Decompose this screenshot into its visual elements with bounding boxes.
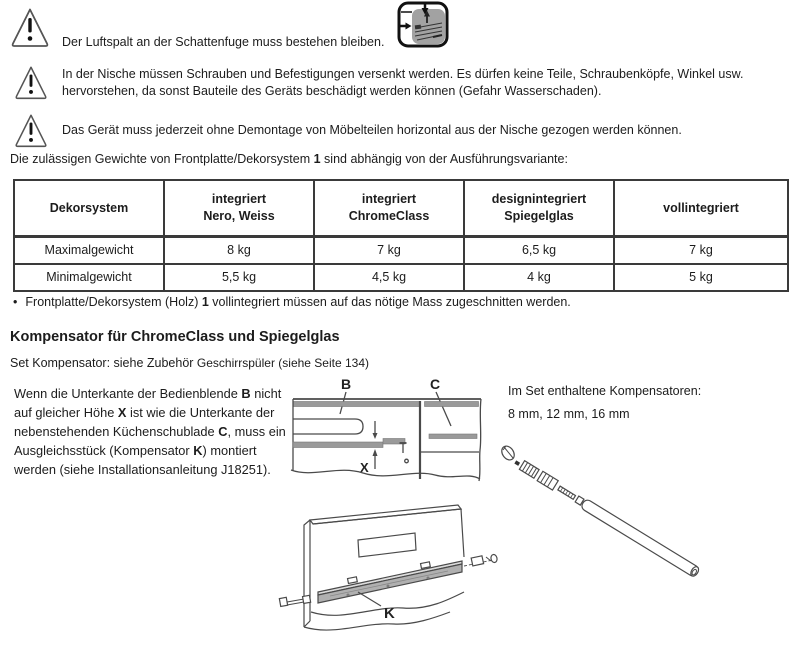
set-kompensator-line xyxy=(10,356,369,370)
figure-label-x: X xyxy=(360,460,369,475)
cell-value: 5 kg xyxy=(614,264,788,291)
row-label: Maximalgewicht xyxy=(14,237,164,265)
cell-value: 8 kg xyxy=(164,237,314,265)
col-header-dekorsystem: Dekorsystem xyxy=(14,180,164,237)
kompensator-paragraph: Wenn die Unterkante der Bedienblende B nicht auf gleicher Höhe X ist wie die Unterkante der nebenstehenden Küchenschublade C, muss ein Ausgleichsstück (Kompensator K) montiert werden (siehe Installationsanleitung J18251). xyxy=(14,386,286,477)
warning-triangle-icon xyxy=(14,112,48,153)
table-row xyxy=(14,237,788,265)
col-header-vollintegriert: vollintegriert xyxy=(614,180,788,237)
warning-triangle-icon xyxy=(14,64,48,105)
cell-value: 6,5 kg xyxy=(464,237,614,265)
intro-line xyxy=(10,152,568,166)
warning-1-text: Der Luftspalt an der Schattenfuge muss bestehen bleiben. xyxy=(62,35,385,49)
figure-label-k: K xyxy=(384,605,395,622)
cross-section-figure xyxy=(283,375,498,503)
figure-label-c: C xyxy=(430,376,441,392)
weights-table xyxy=(13,179,789,292)
bullet-marker: • xyxy=(13,295,18,309)
row-label: Minimalgewicht xyxy=(14,264,164,291)
panel-with-kompensator-figure xyxy=(278,500,513,653)
set-line-text: Set Kompensator: siehe Zubehör xyxy=(10,356,197,370)
set-contents-label: Im Set enthaltene Kompensatoren: xyxy=(508,384,702,398)
intro-text: Die zulässigen Gewichte von Frontplatte/Dekorsystem xyxy=(10,152,314,166)
set-contents-sizes: 8 mm, 12 mm, 16 mm xyxy=(508,407,630,421)
shadow-gap-pictogram-icon xyxy=(397,1,449,51)
warning-2-text: In der Nische müssen Schrauben und Befestigungen versenkt werden. Es dürfen keine Teile, Schraubenköpfe, Winkel usw. hervorstehen, da sonst Bauteile des Geräts beschädigt werden können (Gefahr Wasserschaden). xyxy=(62,67,744,98)
intro-ref: 1 xyxy=(313,152,321,166)
bullet-text: Frontplatte/Dekorsystem (Holz) 1 vollintegriert müssen auf das nötige Mass zugeschnitten werden. xyxy=(25,295,571,309)
warning-3-text: Das Gerät muss jederzeit ohne Demontage von Möbelteilen horizontal aus der Nische gezogen werden können. xyxy=(62,123,682,137)
table-header-row xyxy=(14,180,788,237)
bullet-line xyxy=(13,295,571,309)
cell-value: 7 kg xyxy=(314,237,464,265)
section-heading: Kompensator für ChromeClass und Spiegelglas xyxy=(10,329,340,345)
col-header-integriert-nero: integriert Nero, Weiss xyxy=(164,180,314,237)
cell-value: 4 kg xyxy=(464,264,614,291)
figure-label-b: B xyxy=(341,376,352,392)
warning-triangle-icon xyxy=(10,6,50,53)
intro-text: sind abhängig von der Ausführungsvariante: xyxy=(320,152,568,166)
compensator-exploded-figure xyxy=(495,436,720,584)
cell-value: 7 kg xyxy=(614,237,788,265)
table-row xyxy=(14,264,788,291)
cell-value: 4,5 kg xyxy=(314,264,464,291)
set-line-reference: Geschirrspüler (siehe Seite 134) xyxy=(196,356,369,370)
col-header-designintegriert: designintegriert Spiegelglas xyxy=(464,180,614,237)
col-header-integriert-chromeclass: integriert ChromeClass xyxy=(314,180,464,237)
cell-value: 5,5 kg xyxy=(164,264,314,291)
